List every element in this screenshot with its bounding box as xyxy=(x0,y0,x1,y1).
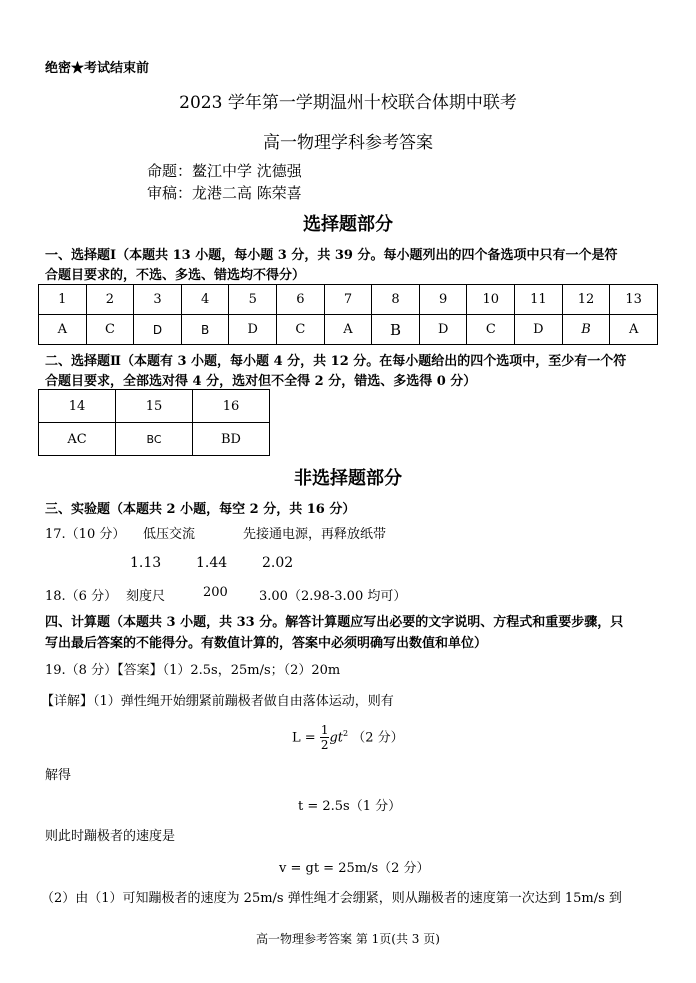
question-number: 1 xyxy=(39,285,87,315)
q19-detail-intro: 【详解】（1）弹性绳开始绷紧前蹦极者做自由落体运动，则有 xyxy=(41,694,394,709)
question-number: 15 xyxy=(116,390,193,423)
answer-cell: D xyxy=(134,315,182,345)
eq1-lhs: L = xyxy=(292,730,316,746)
answer-cell: A xyxy=(39,315,87,345)
part2-answer-table xyxy=(38,389,270,456)
question-number: 5 xyxy=(229,285,277,315)
page-footer: 高一物理参考答案 第 1页(共 3 页) xyxy=(256,932,440,946)
equation-free-fall xyxy=(292,718,404,754)
part2-answer-row xyxy=(39,423,270,456)
question-number: 10 xyxy=(467,285,515,315)
part2-instructions-line1: 二、选择题Ⅱ（本题有 3 小题，每小题 4 分，共 12 分。在每小题给出的四个选项中，至少有一个符 xyxy=(45,354,627,369)
secret-mark: 绝密★考试结束前 xyxy=(45,61,150,76)
answer-cell: C xyxy=(277,315,325,345)
q19-part2-text: （2）由（1）可知蹦极者的速度为 25m/s 弹性绳才会绷紧，则从蹦极者的速度第一次达到 15m/s 到 xyxy=(41,891,622,906)
question-number: 9 xyxy=(419,285,467,315)
question-number: 14 xyxy=(39,390,116,423)
answer-cell: BC xyxy=(116,423,193,456)
velocity-intro: 则此时蹦极者的速度是 xyxy=(45,829,176,844)
part1-number-row xyxy=(39,285,658,315)
part1-instructions-line2: 合题目要求的，不选、多选、错选均不得分） xyxy=(45,268,306,283)
answer-cell: AC xyxy=(39,423,116,456)
question-number: 2 xyxy=(86,285,134,315)
answer-subtitle: 高一物理学科参考答案 xyxy=(263,133,433,153)
question-number: 8 xyxy=(372,285,420,315)
answer-cell: D xyxy=(515,315,563,345)
choice-section-heading: 选择题部分 xyxy=(303,214,393,235)
question-number: 6 xyxy=(277,285,325,315)
answer-cell: B xyxy=(372,315,420,345)
q17-answer-5: 2.02 xyxy=(262,555,294,571)
author-line: 命题：鳌江中学 沈德强 xyxy=(147,162,302,180)
q18-answer-1: 刻度尺 xyxy=(126,589,166,604)
answer-cell: D xyxy=(419,315,467,345)
eq1-exponent: 2 xyxy=(343,729,349,738)
exam-title: 2023 学年第一学期温州十校联合体期中联考 xyxy=(179,93,517,113)
answer-cell: A xyxy=(324,315,372,345)
part3-heading: 三、实验题（本题共 2 小题，每空 2 分，共 16 分） xyxy=(45,502,356,517)
part1-instructions-line1: 一、选择题Ⅰ（本题共 13 小题，每小题 3 分，共 39 分。每小题列出的四个备选项中只有一个是符 xyxy=(45,248,618,263)
solve-word: 解得 xyxy=(45,768,72,783)
q17-answer-2: 先接通电源，再释放纸带 xyxy=(243,527,387,542)
eq1-fraction xyxy=(320,724,330,751)
part4-instructions-line2: 写出最后答案的不能得分。有数值计算的，答案中必须明确写出数值和单位） xyxy=(45,636,488,651)
answer-cell: A xyxy=(610,315,658,345)
answer-cell: C xyxy=(86,315,134,345)
equation-velocity: v = gt = 25m/s（2 分） xyxy=(279,861,430,876)
question-number: 16 xyxy=(193,390,270,423)
reviewer-line: 审稿：龙港二高 陈荣喜 xyxy=(147,184,302,202)
answer-cell: BD xyxy=(193,423,270,456)
question-number: 11 xyxy=(515,285,563,315)
part1-answer-table xyxy=(38,284,658,345)
part4-instructions-line1: 四、计算题（本题共 3 小题，共 33 分。解答计算题应写出必要的文字说明、方程式和重要步骤，只 xyxy=(45,615,624,630)
question-number: 4 xyxy=(181,285,229,315)
part1-answer-row xyxy=(39,315,658,345)
q17-answer-3: 1.13 xyxy=(130,555,162,571)
q18-label: 18.（6 分） xyxy=(45,589,118,604)
question-number: 12 xyxy=(562,285,610,315)
question-number: 3 xyxy=(134,285,182,315)
part2-instructions-line2: 合题目要求，全部选对得 4 分，选对但不全得 2 分，错选、多选得 0 分） xyxy=(45,374,477,389)
q17-answer-4: 1.44 xyxy=(196,555,228,571)
q18-answer-2: 200 xyxy=(203,585,228,600)
part2-number-row xyxy=(39,390,270,423)
q19-summary: 19.（8 分）【答案】（1）2.5s，25m/s；（2）20m xyxy=(45,663,341,678)
nonchoice-section-heading: 非选择题部分 xyxy=(294,468,402,489)
answer-cell: B xyxy=(181,315,229,345)
answer-cell: C xyxy=(467,315,515,345)
q18-answer-3: 3.00（2.98-3.00 均可） xyxy=(259,589,407,604)
question-number: 7 xyxy=(324,285,372,315)
q17-label: 17.（10 分） xyxy=(45,527,126,542)
answer-cell: D xyxy=(229,315,277,345)
eq1-numerator: 1 xyxy=(320,723,329,738)
equation-time: t = 2.5s（1 分） xyxy=(298,799,402,814)
question-number: 13 xyxy=(610,285,658,315)
q17-answer-1: 低压交流 xyxy=(143,527,196,542)
eq1-denominator: 2 xyxy=(320,738,329,753)
eq1-rhs: gt xyxy=(329,730,343,746)
eq1-score: （2 分） xyxy=(352,730,404,746)
answer-cell: B xyxy=(562,315,610,345)
